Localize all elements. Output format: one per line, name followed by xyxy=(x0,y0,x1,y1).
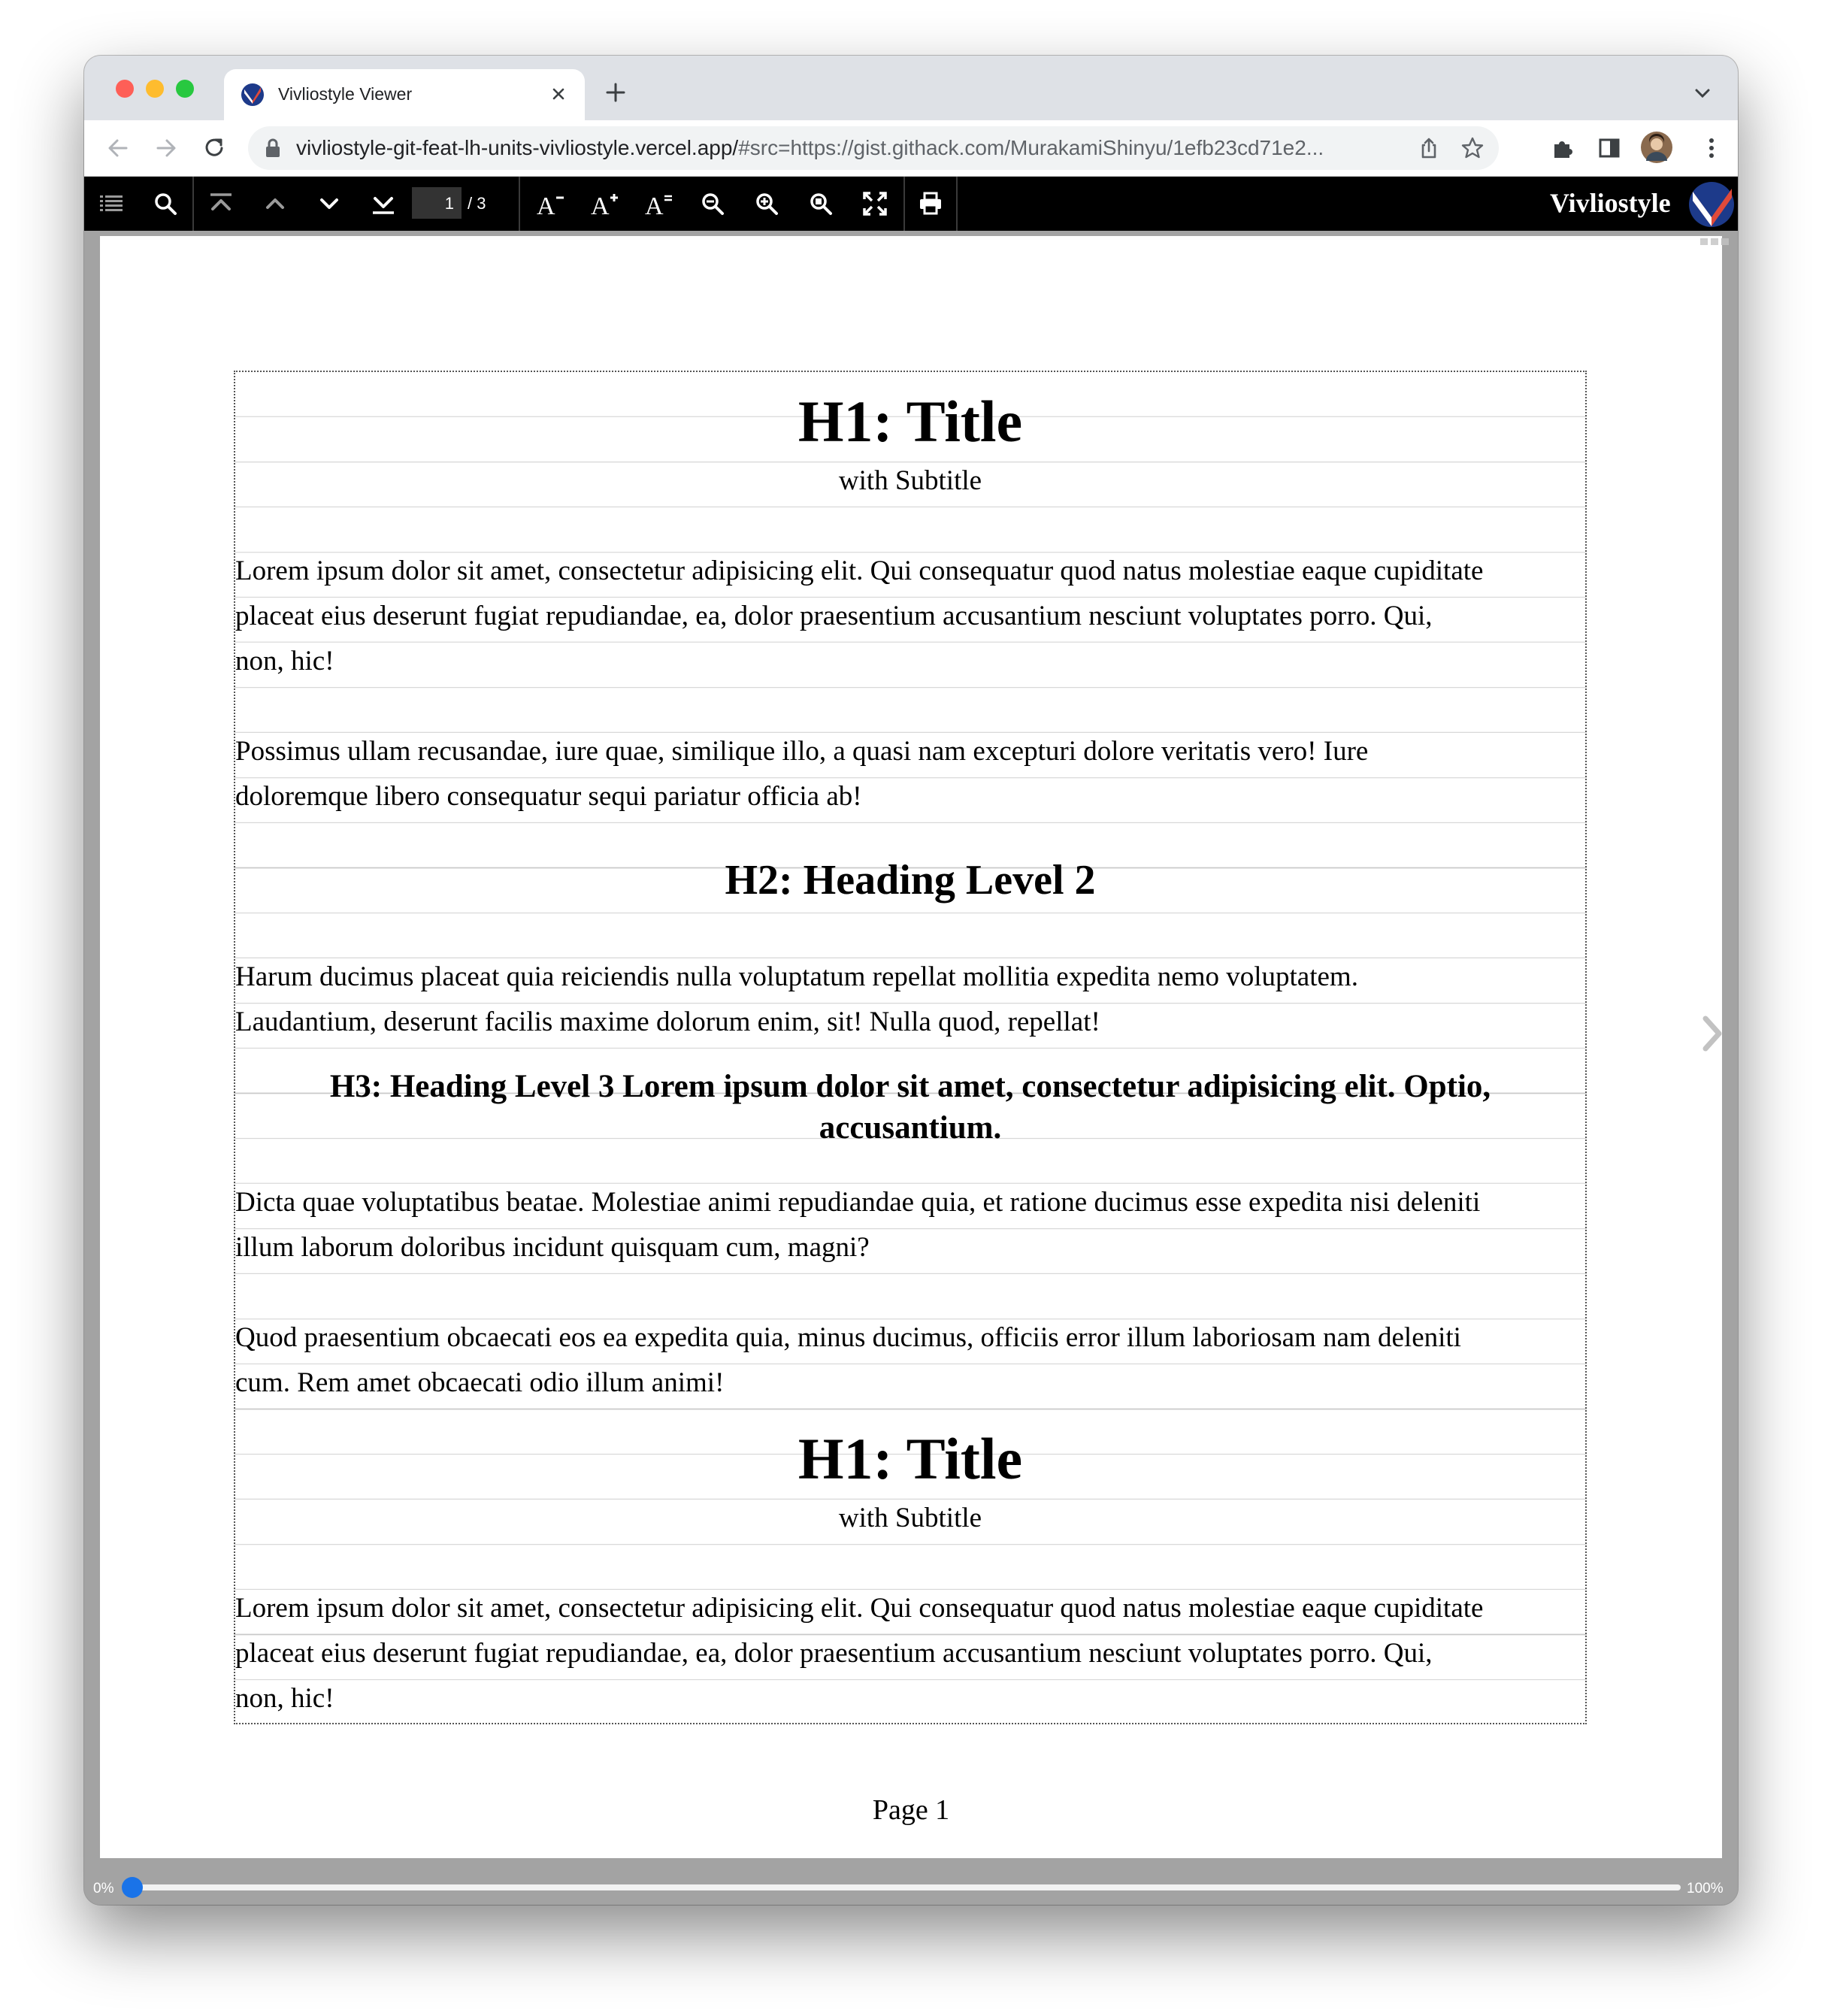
paragraph-line: Lorem ipsum dolor sit amet, consectetur adipisicing elit. Qui consequatur quod natus molestiae eaque cupiditate xyxy=(235,555,1484,586)
back-arrow-icon[interactable] xyxy=(104,134,132,162)
h2-heading: H2: Heading Level 2 xyxy=(725,857,1096,904)
brand-name: Vivliostyle xyxy=(1550,188,1671,218)
zoom-in-icon[interactable] xyxy=(753,190,780,217)
maximize-window-button[interactable] xyxy=(176,80,194,98)
progress-bar xyxy=(84,1869,1738,1905)
forward-arrow-icon[interactable] xyxy=(152,134,180,162)
toolbar-separator xyxy=(956,177,958,231)
toolbar-separator xyxy=(192,177,194,231)
page-number-input[interactable]: 1 xyxy=(412,187,462,219)
subtitle: with Subtitle xyxy=(838,1503,982,1533)
font-size-reset-icon[interactable] xyxy=(643,190,675,217)
h1-heading: H1: Title xyxy=(798,1426,1023,1491)
print-icon[interactable] xyxy=(917,190,944,217)
tab-search-chevron-icon[interactable] xyxy=(1693,86,1712,101)
resize-grip-icon[interactable] xyxy=(1699,237,1732,246)
url-omnibox[interactable] xyxy=(248,126,1499,170)
viewer-area xyxy=(84,231,1738,1905)
vivliostyle-favicon-icon xyxy=(241,83,265,107)
close-window-button[interactable] xyxy=(116,80,134,98)
more-options-icon[interactable] xyxy=(1697,134,1726,162)
vivliostyle-logo-icon[interactable] xyxy=(1688,181,1735,228)
paragraph-line: non, hic! xyxy=(235,1683,334,1714)
h1-heading: H1: Title xyxy=(798,389,1023,454)
paragraph-line: non, hic! xyxy=(235,646,334,677)
lock-icon[interactable] xyxy=(265,138,281,158)
close-tab-icon[interactable] xyxy=(547,83,570,105)
paragraph-line: illum laborum doloribus incidunt quisquam cum, magni? xyxy=(235,1232,870,1263)
paragraph-line: placeat eius deserunt fugiat repudiandae, ea, dolor praesentium accusantium nesciunt voluptates porro. Qui, xyxy=(235,1638,1433,1669)
page-footer: Page 1 xyxy=(872,1794,950,1826)
toolbar-separator xyxy=(903,177,905,231)
paragraph-line: Possimus ullam recusandae, iure quae, similique illo, a quasi nam excepturi dolore veritatis vero! Iure xyxy=(235,736,1369,767)
paragraph-line: Harum ducimus placeat quia reiciendis nulla voluptatum repellat mollitia expedita nemo voluptatem. xyxy=(235,961,1358,992)
font-size-increase-icon[interactable] xyxy=(589,190,621,217)
share-icon[interactable] xyxy=(1416,135,1442,161)
progress-max-label: 100% xyxy=(1687,1881,1724,1896)
progress-min-label: 0% xyxy=(93,1881,114,1896)
new-tab-icon[interactable] xyxy=(603,80,628,105)
address-bar xyxy=(84,120,1738,177)
svg-text:A: A xyxy=(645,192,664,217)
browser-tab[interactable] xyxy=(224,69,585,120)
reload-icon[interactable] xyxy=(200,134,229,162)
progress-track[interactable] xyxy=(129,1884,1681,1890)
h3-heading: accusantium. xyxy=(819,1110,1002,1146)
next-page-icon[interactable] xyxy=(316,190,343,217)
tab-title: Vivliostyle Viewer xyxy=(278,84,413,104)
url-text[interactable] xyxy=(296,136,1424,160)
tab-strip xyxy=(84,56,1738,120)
url-fragment: #src=https://gist.githack.com/MurakamiShinyu/1efb23cd71e2... xyxy=(738,136,1324,159)
svg-text:A: A xyxy=(591,192,610,217)
paragraph-line: placeat eius deserunt fugiat repudiandae, ea, dolor praesentium accusantium nesciunt voluptates porro. Qui, xyxy=(235,601,1433,631)
paragraph-line: Laudantium, deserunt facilis maxime dolorum enim, sit! Nulla quod, repellat! xyxy=(235,1006,1100,1037)
page-total: / 3 xyxy=(468,194,486,213)
document-page xyxy=(100,236,1722,1858)
fit-to-screen-icon[interactable] xyxy=(861,190,888,217)
paragraph-line: Lorem ipsum dolor sit amet, consectetur adipisicing elit. Qui consequatur quod natus molestiae eaque cupiditate xyxy=(235,1593,1484,1624)
subtitle: with Subtitle xyxy=(838,465,982,496)
side-panel-icon[interactable] xyxy=(1595,134,1624,162)
paragraph-line: doloremque libero consequatur sequi pariatur officia ab! xyxy=(235,781,862,812)
minimize-window-button[interactable] xyxy=(146,80,164,98)
paragraph-line: cum. Rem amet obcaecati odio illum animi! xyxy=(235,1367,725,1398)
search-icon[interactable] xyxy=(152,190,179,217)
h3-heading: H3: Heading Level 3 Lorem ipsum dolor sit amet, consectetur adipisicing elit. Optio, xyxy=(329,1069,1491,1104)
zoom-out-icon[interactable] xyxy=(699,190,726,217)
first-page-icon[interactable] xyxy=(207,190,235,217)
extensions-puzzle-icon[interactable] xyxy=(1548,134,1577,162)
viewer-toolbar xyxy=(84,177,1738,231)
last-page-icon[interactable] xyxy=(370,190,397,217)
paragraph-line: Dicta quae voluptatibus beatae. Molestiae animi repudiandae quia, et ratione ducimus esse expedita nisi deleniti xyxy=(235,1187,1481,1218)
paragraph-line: Quod praesentium obcaecati eos ea expedita quia, minus ducimus, officiis error illum laboriosam nam deleniti xyxy=(235,1322,1461,1353)
next-page-arrow-icon[interactable] xyxy=(1699,1013,1726,1055)
svg-text:A: A xyxy=(537,192,555,217)
previous-page-icon[interactable] xyxy=(262,190,289,217)
page-content-area xyxy=(234,371,1587,1724)
table-of-contents-icon[interactable] xyxy=(98,190,125,217)
toolbar-separator xyxy=(519,177,520,231)
bookmark-star-icon[interactable] xyxy=(1460,135,1485,161)
profile-avatar[interactable] xyxy=(1640,131,1673,164)
progress-slider-thumb[interactable] xyxy=(122,1877,143,1898)
font-size-decrease-icon[interactable] xyxy=(535,190,567,217)
url-host: vivliostyle-git-feat-lh-units-vivliostyle.vercel.app/ xyxy=(296,136,739,159)
browser-window xyxy=(84,56,1738,1905)
zoom-actual-size-icon[interactable] xyxy=(807,190,834,217)
